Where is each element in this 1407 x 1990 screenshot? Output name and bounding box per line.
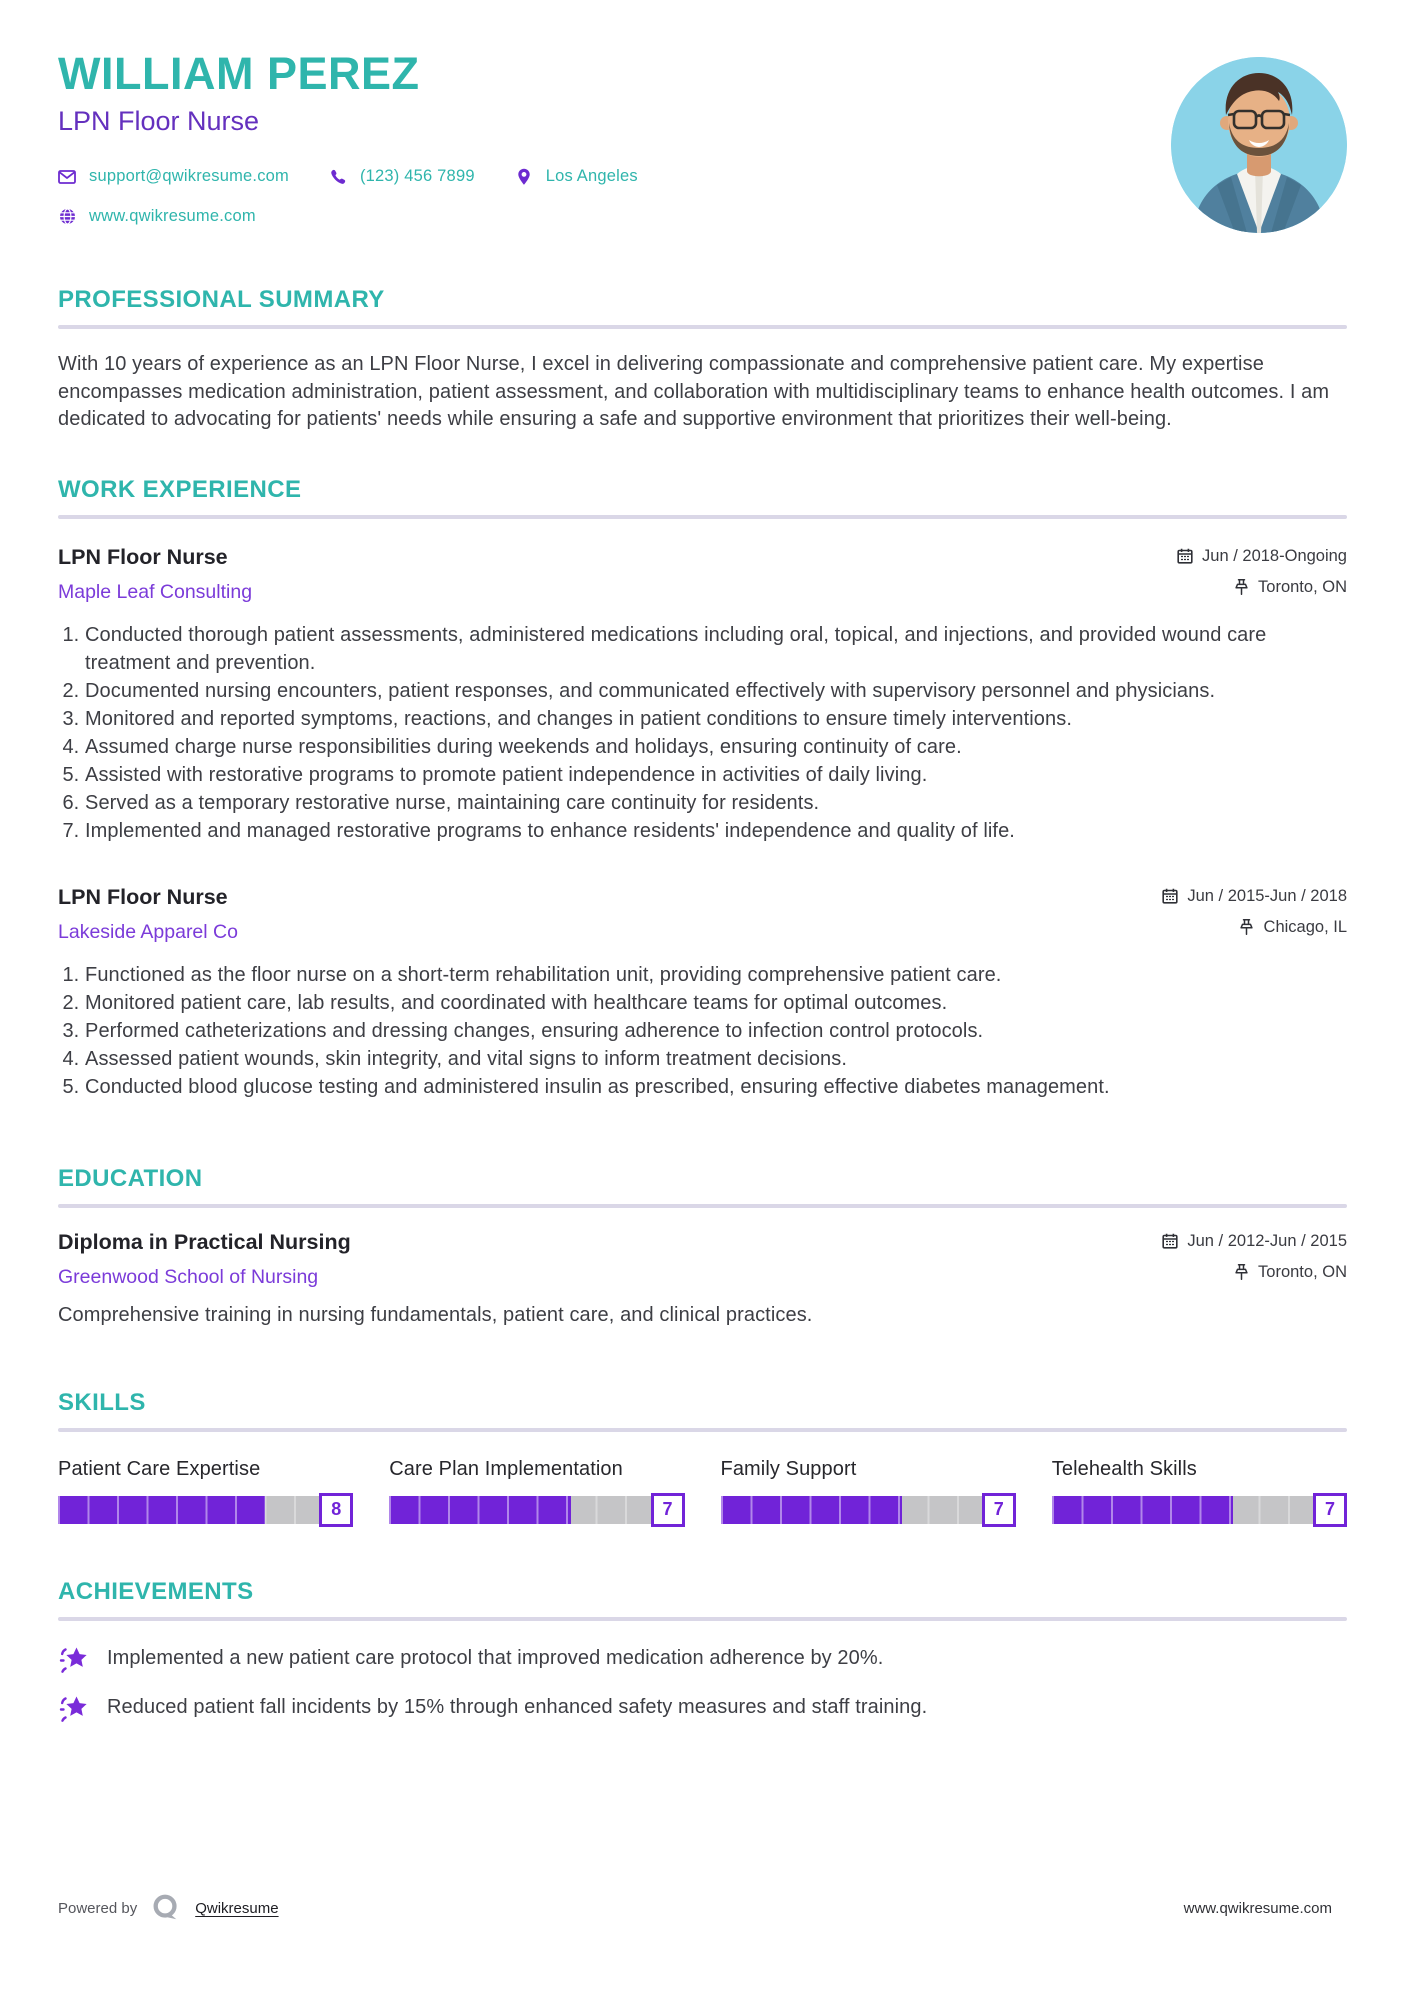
education-degree: Diploma in Practical Nursing xyxy=(58,1229,351,1254)
section-divider xyxy=(58,1204,1347,1208)
job-dates-row xyxy=(1177,547,1347,566)
job-entry-2 xyxy=(58,885,1347,1101)
contact-row-2 xyxy=(58,207,1347,226)
education-location: Toronto, ON xyxy=(1258,1262,1347,1281)
achievement-item xyxy=(58,1643,1347,1675)
education-meta xyxy=(1162,1230,1347,1282)
calendar-icon xyxy=(1162,888,1178,904)
calendar-icon xyxy=(1177,548,1193,564)
calendar-icon xyxy=(1162,1233,1178,1249)
job-bullet-list xyxy=(58,621,1347,845)
profile-photo xyxy=(1171,57,1347,233)
education-school: Greenwood School of Nursing xyxy=(58,1265,319,1288)
contact-website xyxy=(58,207,256,226)
job-bullet: 4. Assessed patient wounds, skin integrity, and vital signs to inform treatment decisions. xyxy=(85,1045,1347,1073)
summary-heading: PROFESSIONAL SUMMARY xyxy=(58,286,385,314)
skill-family-support xyxy=(721,1458,1016,1524)
skill-rating-value: 7 xyxy=(651,1493,685,1527)
experience-heading: WORK EXPERIENCE xyxy=(58,475,302,503)
location-pin-icon xyxy=(515,168,533,186)
job-bullet: 1. Conducted thorough patient assessments, administered medications including oral, topical, and injections, and provided wound care treatment and prevention. xyxy=(85,621,1347,677)
skill-telehealth-skills xyxy=(1052,1458,1347,1524)
envelope-icon xyxy=(58,168,76,186)
education-left xyxy=(58,1230,351,1289)
skill-patient-care-expertise xyxy=(58,1458,353,1524)
achievement-item xyxy=(58,1692,1347,1724)
job-bullet: 3. Performed catheterizations and dressing changes, ensuring adherence to infection control protocols. xyxy=(85,1017,1347,1045)
website-text[interactable]: www.qwikresume.com xyxy=(89,207,256,226)
skills-heading: SKILLS xyxy=(58,1388,146,1416)
star-badge-icon xyxy=(58,1692,90,1724)
job-bullet: 5. Assisted with restorative programs to promote patient independence in activities of daily living. xyxy=(85,761,1347,789)
skill-rating-bar xyxy=(389,1496,684,1524)
job-location: Chicago, IL xyxy=(1263,917,1347,936)
contact-location xyxy=(515,167,638,186)
skill-label: Telehealth Skills xyxy=(1051,1457,1197,1480)
profile-photo-illustration xyxy=(1171,57,1347,233)
contact-row-1 xyxy=(58,167,1347,186)
footer-website-link[interactable]: www.qwikresume.com xyxy=(1183,1899,1332,1917)
skills-grid xyxy=(58,1458,1347,1524)
job-bullet: 6. Served as a temporary restorative nurse, maintaining care continuity for residents. xyxy=(85,789,1347,817)
footer-branding xyxy=(58,1893,279,1923)
section-divider xyxy=(58,515,1347,519)
job-bullet: 4. Assumed charge nurse responsibilities during weekends and holidays, ensuring continuity of care. xyxy=(85,733,1347,761)
job-bullet: 1. Functioned as the floor nurse on a short-term rehabilitation unit, providing comprehensive patient care. xyxy=(85,961,1347,989)
skill-rating-bar xyxy=(721,1496,1016,1524)
skill-rating-fill xyxy=(389,1496,570,1524)
job-company: Maple Leaf Consulting xyxy=(58,580,253,603)
job-2-left xyxy=(58,885,238,944)
job-entry-1 xyxy=(58,545,1347,845)
contact-email xyxy=(58,167,289,186)
section-divider xyxy=(58,1428,1347,1432)
section-work-experience xyxy=(0,476,1407,1101)
qwikresume-logo-icon xyxy=(151,1893,181,1923)
job-2-meta xyxy=(1162,885,1347,937)
job-title: LPN Floor Nurse xyxy=(58,544,228,569)
education-description: Comprehensive training in nursing fundamentals, patient care, and clinical practices. xyxy=(58,1303,813,1326)
job-dates-row xyxy=(1162,887,1347,906)
section-skills xyxy=(0,1389,1407,1524)
job-1-left xyxy=(58,545,252,604)
achievements-heading: ACHIEVEMENTS xyxy=(58,1577,254,1605)
skill-label: Patient Care Expertise xyxy=(58,1457,261,1480)
skill-rating-value: 8 xyxy=(319,1493,353,1527)
job-1-meta xyxy=(1177,545,1347,597)
pushpin-icon xyxy=(1233,579,1249,595)
job-dates: Jun / 2018-Ongoing xyxy=(1202,546,1347,565)
powered-by-label: Powered by xyxy=(58,1899,138,1917)
job-location-row xyxy=(1162,918,1347,937)
candidate-name: WILLIAM PEREZ xyxy=(58,48,420,99)
job-dates: Jun / 2015-Jun / 2018 xyxy=(1187,886,1347,905)
skill-label: Care Plan Implementation xyxy=(389,1457,623,1480)
skill-label: Family Support xyxy=(720,1457,857,1480)
skill-care-plan-implementation xyxy=(389,1458,684,1524)
section-divider xyxy=(58,325,1347,329)
skill-rating-value: 7 xyxy=(1313,1493,1347,1527)
job-bullet: 5. Conducted blood glucose testing and administered insulin as prescribed, ensuring effective diabetes management. xyxy=(85,1073,1347,1101)
phone-icon xyxy=(329,168,347,186)
section-divider xyxy=(58,1617,1347,1621)
star-badge-icon xyxy=(58,1643,90,1675)
skill-rating-fill xyxy=(1052,1496,1233,1524)
pushpin-icon xyxy=(1233,1264,1249,1280)
email-text[interactable]: support@qwikresume.com xyxy=(89,167,289,186)
job-bullet: 2. Documented nursing encounters, patient responses, and communicated effectively with supervisory personnel and physicians. xyxy=(85,677,1347,705)
job-location: Toronto, ON xyxy=(1258,577,1347,596)
skill-rating-bar xyxy=(58,1496,353,1524)
section-professional-summary xyxy=(0,286,1407,434)
skill-rating-bar xyxy=(1052,1496,1347,1524)
education-entry xyxy=(58,1230,1347,1327)
achievements-list xyxy=(58,1643,1347,1724)
education-dates-row xyxy=(1162,1232,1347,1251)
phone-text: (123) 456 7899 xyxy=(359,167,475,186)
pushpin-icon xyxy=(1239,919,1255,935)
job-bullet: 3. Monitored and reported symptoms, reactions, and changes in patient conditions to ensure timely interventions. xyxy=(85,705,1347,733)
contact-phone xyxy=(329,167,475,186)
achievement-text: Reduced patient fall incidents by 15% through enhanced safety measures and staff training. xyxy=(107,1696,928,1719)
skill-rating-fill xyxy=(721,1496,902,1524)
job-title: LPN Floor Nurse xyxy=(58,884,228,909)
candidate-job-title: LPN Floor Nurse xyxy=(58,106,260,137)
skill-rating-fill xyxy=(58,1496,265,1524)
education-heading: EDUCATION xyxy=(58,1164,203,1192)
globe-icon xyxy=(58,208,76,226)
summary-text: With 10 years of experience as an LPN Floor Nurse, I excel in delivering compassionate and comprehensive patient care. My expertise encompasses medication administration, patient assessment, and collaboration with multidisciplinary teams to enhance health outcomes. I am dedicated to advocating for patients' needs while ensuring a safe and supportive environment that prioritizes their well-being. xyxy=(58,353,1330,431)
job-bullet-list xyxy=(58,961,1347,1101)
education-dates: Jun / 2012-Jun / 2015 xyxy=(1187,1231,1347,1250)
qwikresume-brand-link[interactable]: Qwikresume xyxy=(195,1899,279,1917)
section-education xyxy=(0,1165,1407,1327)
education-location-row xyxy=(1162,1263,1347,1282)
skill-rating-value: 7 xyxy=(982,1493,1016,1527)
job-company: Lakeside Apparel Co xyxy=(58,920,238,943)
job-bullet: 2. Monitored patient care, lab results, and coordinated with healthcare teams for optimal outcomes. xyxy=(85,989,1347,1017)
page-footer xyxy=(58,1893,1332,1923)
resume-header xyxy=(0,0,1407,226)
job-bullet: 7. Implemented and managed restorative programs to enhance residents' independence and quality of life. xyxy=(85,817,1347,845)
section-achievements xyxy=(0,1578,1407,1724)
achievement-text: Implemented a new patient care protocol that improved medication adherence by 20%. xyxy=(107,1647,884,1670)
location-text: Los Angeles xyxy=(545,167,638,186)
job-location-row xyxy=(1177,578,1347,597)
